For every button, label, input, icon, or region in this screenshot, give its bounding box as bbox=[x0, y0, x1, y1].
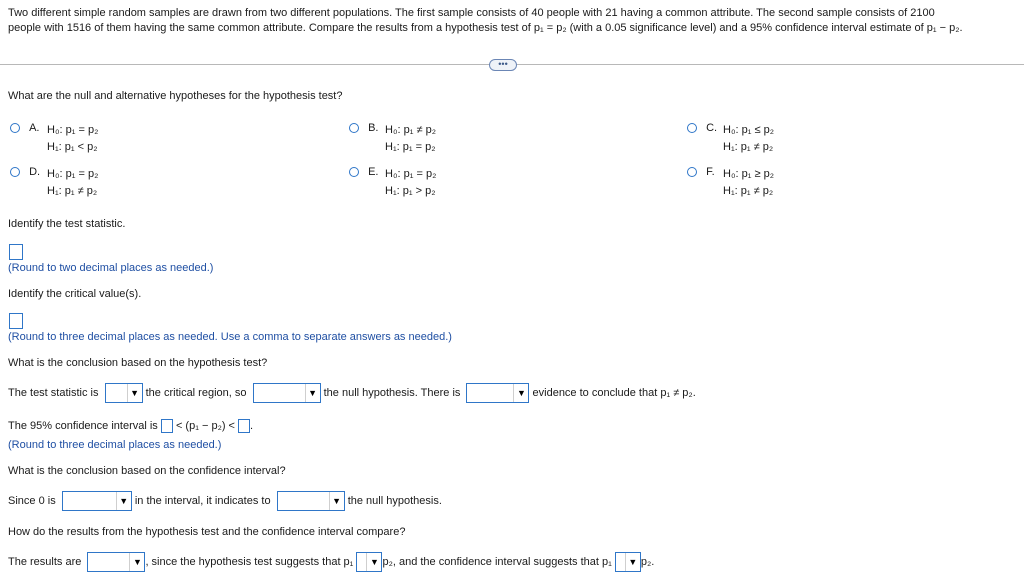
option-a-hypotheses bbox=[47, 122, 98, 156]
option-d[interactable] bbox=[10, 166, 40, 178]
option-b-letter: B. bbox=[368, 122, 379, 134]
ci-conclusion-row bbox=[8, 491, 442, 511]
option-b[interactable] bbox=[349, 122, 378, 134]
chevron-down-icon: ▼ bbox=[129, 553, 144, 571]
compare-row bbox=[8, 552, 654, 572]
option-f-h0: H₀: p₁ ≥ p₂ bbox=[723, 168, 774, 180]
problem-line-1: Two different simple random samples are drawn from two different populations. The first sample consists of 40 people with 21 having a common attribute. The second sample consists of 2100 bbox=[8, 7, 935, 19]
critical-value-input[interactable] bbox=[9, 313, 23, 329]
option-f-hypotheses bbox=[723, 166, 774, 200]
contained-dropdown[interactable] bbox=[62, 491, 132, 511]
compare-question: How do the results from the hypothesis test and the confidence interval compare? bbox=[8, 526, 406, 538]
chevron-down-icon: ▼ bbox=[305, 384, 320, 402]
conclusion-text-3: the null hypothesis. There is bbox=[323, 387, 461, 399]
option-c-h1: H₁: p₁ ≠ p₂ bbox=[723, 141, 774, 153]
ci-text-1: The 95% confidence interval is bbox=[8, 420, 158, 432]
confidence-interval-row bbox=[8, 416, 253, 436]
problem-line-2: people with 1516 of them having the same common attribute. Compare the results from a hypothesis test of p₁ = p₂ (with a 0.05 significance level) and a 95% confidence interval estimate of p₁ − p₂. bbox=[8, 22, 963, 34]
ci-conclusion-question: What is the conclusion based on the confidence interval? bbox=[8, 465, 286, 477]
option-e-hypotheses bbox=[385, 166, 436, 200]
option-e[interactable] bbox=[349, 166, 378, 178]
option-f-h1: H₁: p₁ ≠ p₂ bbox=[723, 185, 774, 197]
option-e-h1: H₁: p₁ > p₂ bbox=[385, 185, 436, 197]
ci-relation-dropdown[interactable] bbox=[615, 552, 641, 572]
option-a-letter: A. bbox=[29, 122, 40, 134]
option-a-h0: H₀: p₁ = p₂ bbox=[47, 124, 99, 136]
ci-conclusion-text-3: the null hypothesis. bbox=[347, 495, 442, 507]
chevron-down-icon: ▼ bbox=[329, 492, 344, 510]
ci-conclusion-text-1: Since 0 is bbox=[8, 495, 56, 507]
option-a-h1: H₁: p₁ < p₂ bbox=[47, 141, 98, 153]
option-c-h0: H₀: p₁ ≤ p₂ bbox=[723, 124, 774, 136]
ci-reject-dropdown[interactable] bbox=[277, 491, 345, 511]
test-statistic-question: Identify the test statistic. bbox=[8, 218, 126, 230]
option-e-radio[interactable] bbox=[349, 167, 359, 177]
test-statistic-box[interactable] bbox=[9, 244, 23, 260]
option-f-letter: F. bbox=[706, 166, 715, 178]
ci-upper-input[interactable] bbox=[238, 419, 250, 433]
option-b-h1: H₁: p₁ = p₂ bbox=[385, 141, 436, 153]
reject-decision-dropdown[interactable] bbox=[253, 383, 321, 403]
chevron-down-icon: ▼ bbox=[513, 384, 528, 402]
critical-value-hint: (Round to three decimal places as needed. Use a comma to separate answers as needed.) bbox=[8, 331, 452, 343]
compare-text-4: p₂. bbox=[640, 556, 655, 568]
hypotheses-question: What are the null and alternative hypotheses for the hypothesis test? bbox=[8, 90, 343, 102]
option-a[interactable] bbox=[10, 122, 39, 134]
evidence-dropdown[interactable] bbox=[466, 383, 529, 403]
expand-more-button[interactable]: ••• bbox=[489, 59, 517, 71]
option-b-hypotheses bbox=[385, 122, 436, 156]
test-statistic-hint: (Round to two decimal places as needed.) bbox=[8, 262, 214, 274]
option-e-letter: E. bbox=[368, 166, 379, 178]
compare-text-2: , since the hypothesis test suggests that p₁ bbox=[145, 556, 354, 568]
compare-text-1: The results are bbox=[8, 556, 82, 568]
option-f-radio[interactable] bbox=[687, 167, 697, 177]
ci-end-text: . bbox=[250, 420, 254, 432]
option-f[interactable] bbox=[687, 166, 715, 178]
critical-value-question: Identify the critical value(s). bbox=[8, 288, 142, 300]
conclusion-text-4: evidence to conclude that p₁ ≠ p₂. bbox=[532, 387, 696, 399]
compare-text-3: p₂, and the confidence interval suggests that p₁ bbox=[382, 556, 612, 568]
option-e-h0: H₀: p₁ = p₂ bbox=[385, 168, 437, 180]
option-a-radio[interactable] bbox=[10, 123, 20, 133]
option-d-h1: H₁: p₁ ≠ p₂ bbox=[47, 185, 98, 197]
chevron-down-icon: ▼ bbox=[116, 492, 131, 510]
test-statistic-input[interactable] bbox=[9, 244, 23, 260]
option-c-radio[interactable] bbox=[687, 123, 697, 133]
ci-conclusion-text-2: in the interval, it indicates to bbox=[134, 495, 271, 507]
option-d-h0: H₀: p₁ = p₂ bbox=[47, 168, 99, 180]
option-b-h0: H₀: p₁ ≠ p₂ bbox=[385, 124, 436, 136]
chevron-down-icon: ▼ bbox=[625, 553, 640, 571]
ci-middle-text: < (p₁ − p₂) < bbox=[175, 420, 235, 432]
hypothesis-conclusion-row bbox=[8, 383, 696, 403]
hypothesis-relation-dropdown[interactable] bbox=[356, 552, 382, 572]
ci-hint: (Round to three decimal places as needed.) bbox=[8, 439, 222, 451]
chevron-down-icon: ▼ bbox=[127, 384, 142, 402]
option-c-hypotheses bbox=[723, 122, 774, 156]
critical-value-box[interactable] bbox=[9, 313, 23, 329]
chevron-down-icon: ▼ bbox=[366, 553, 381, 571]
results-dropdown[interactable] bbox=[87, 552, 145, 572]
inside-outside-dropdown[interactable] bbox=[105, 383, 143, 403]
conclusion-text-1: The test statistic is bbox=[8, 387, 99, 399]
option-d-radio[interactable] bbox=[10, 167, 20, 177]
problem-statement bbox=[8, 6, 1016, 36]
conclusion-text-2: the critical region, so bbox=[145, 387, 247, 399]
option-c-letter: C. bbox=[706, 122, 718, 134]
option-c[interactable] bbox=[687, 122, 717, 134]
option-d-hypotheses bbox=[47, 166, 98, 200]
ci-lower-input[interactable] bbox=[161, 419, 173, 433]
hypothesis-conclusion-question: What is the conclusion based on the hypothesis test? bbox=[8, 357, 268, 369]
option-b-radio[interactable] bbox=[349, 123, 359, 133]
option-d-letter: D. bbox=[29, 166, 41, 178]
